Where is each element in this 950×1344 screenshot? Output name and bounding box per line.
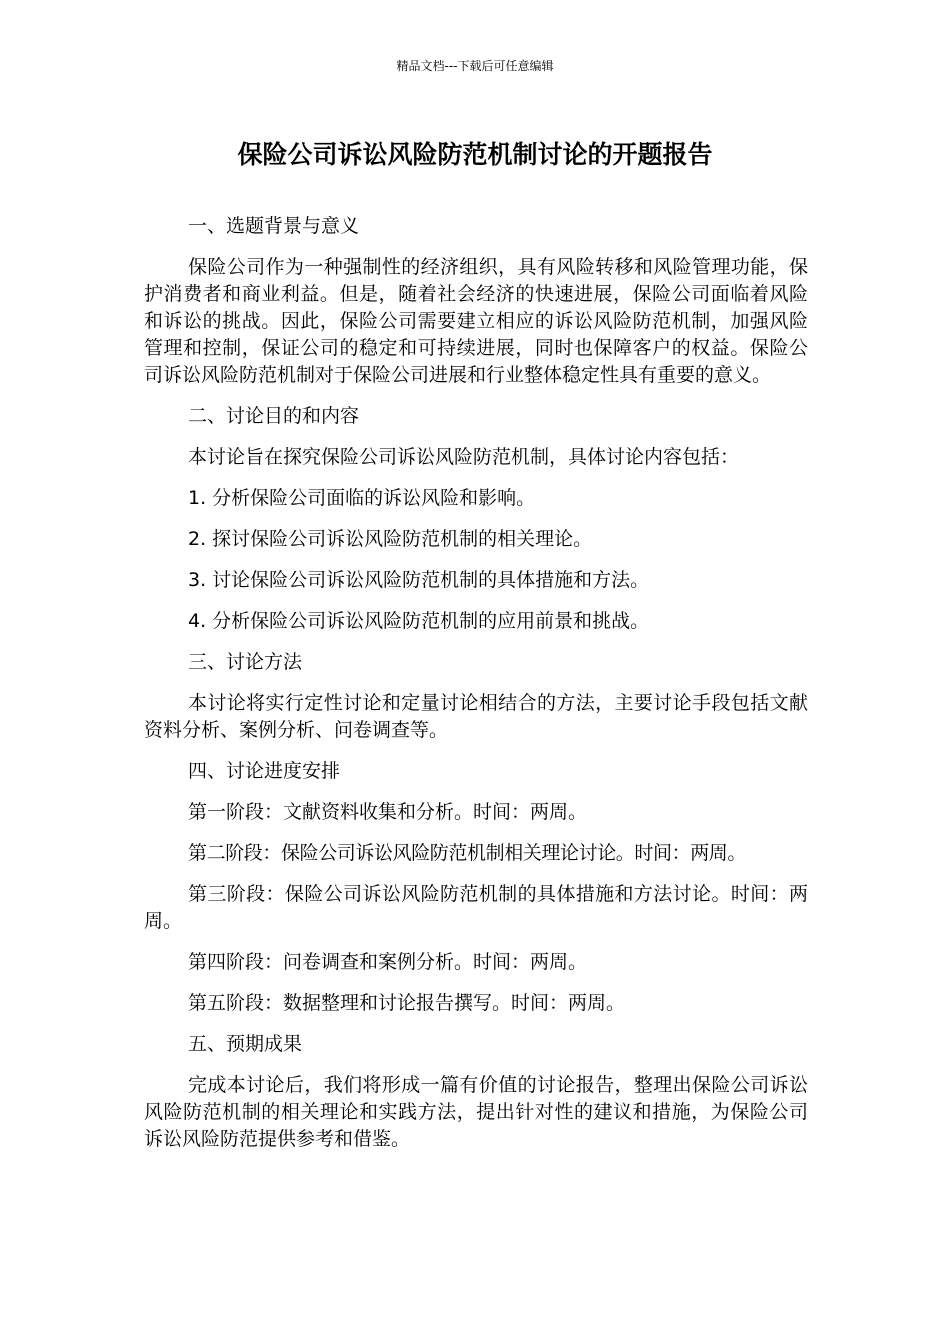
schedule-stage: 第三阶段：保险公司诉讼风险防范机制的具体措施和方法讨论。时间：两周。 xyxy=(144,883,808,932)
outcome-paragraph: 完成本讨论后，我们将形成一篇有价值的讨论报告，整理出保险公司诉讼风险防范机制的相关理论和实践方法，提出针对性的建议和措施，为保险公司诉讼风险防范提供参考和借鉴。 xyxy=(144,1074,808,1150)
section-heading-schedule: 四、讨论进度安排 xyxy=(188,760,341,782)
section-heading-outcome: 五、预期成果 xyxy=(188,1033,303,1055)
section-heading-purpose: 二、讨论目的和内容 xyxy=(188,405,360,427)
purpose-item: 2. 探讨保险公司诉讼风险防范机制的相关理论。 xyxy=(188,528,593,550)
schedule-stage: 第四阶段：问卷调查和案例分析。时间：两周。 xyxy=(188,951,588,973)
section-heading-method: 三、讨论方法 xyxy=(188,651,303,673)
purpose-item: 3. 讨论保险公司诉讼风险防范机制的具体措施和方法。 xyxy=(188,569,650,591)
document-title: 保险公司诉讼风险防范机制讨论的开题报告 xyxy=(237,140,713,169)
method-paragraph: 本讨论将实行定性讨论和定量讨论相结合的方法，主要讨论手段包括文献资料分析、案例分析、问卷调查等。 xyxy=(144,692,808,741)
section-heading-background: 一、选题背景与意义 xyxy=(188,215,360,237)
document-body xyxy=(144,213,808,1167)
schedule-stage: 第一阶段：文献资料收集和分析。时间：两周。 xyxy=(188,801,588,823)
purpose-intro: 本讨论旨在探究保险公司诉讼风险防范机制，具体讨论内容包括： xyxy=(188,446,740,468)
header-note: 精品文档---下载后可任意编辑 xyxy=(396,59,554,73)
schedule-stage: 第二阶段：保险公司诉讼风险防范机制相关理论讨论。时间：两周。 xyxy=(188,842,747,864)
background-paragraph: 保险公司作为一种强制性的经济组织，具有风险转移和风险管理功能，保护消费者和商业利益。但是，随着社会经济的快速进展，保险公司面临着风险和诉讼的挑战。因此，保险公司需要建立相应的诉讼风险防范机制，加强风险管理和控制，保证公司的稳定和可持续进展，同时也保障客户的权益。保险公司诉讼风险防范机制对于保险公司进展和行业整体稳定性具有重要的意义。 xyxy=(144,256,808,386)
purpose-item: 4. 分析保险公司诉讼风险防范机制的应用前景和挑战。 xyxy=(188,610,650,632)
schedule-stage: 第五阶段：数据整理和讨论报告撰写。时间：两周。 xyxy=(188,992,626,1014)
purpose-item: 1. 分析保险公司面临的诉讼风险和影响。 xyxy=(188,487,536,509)
